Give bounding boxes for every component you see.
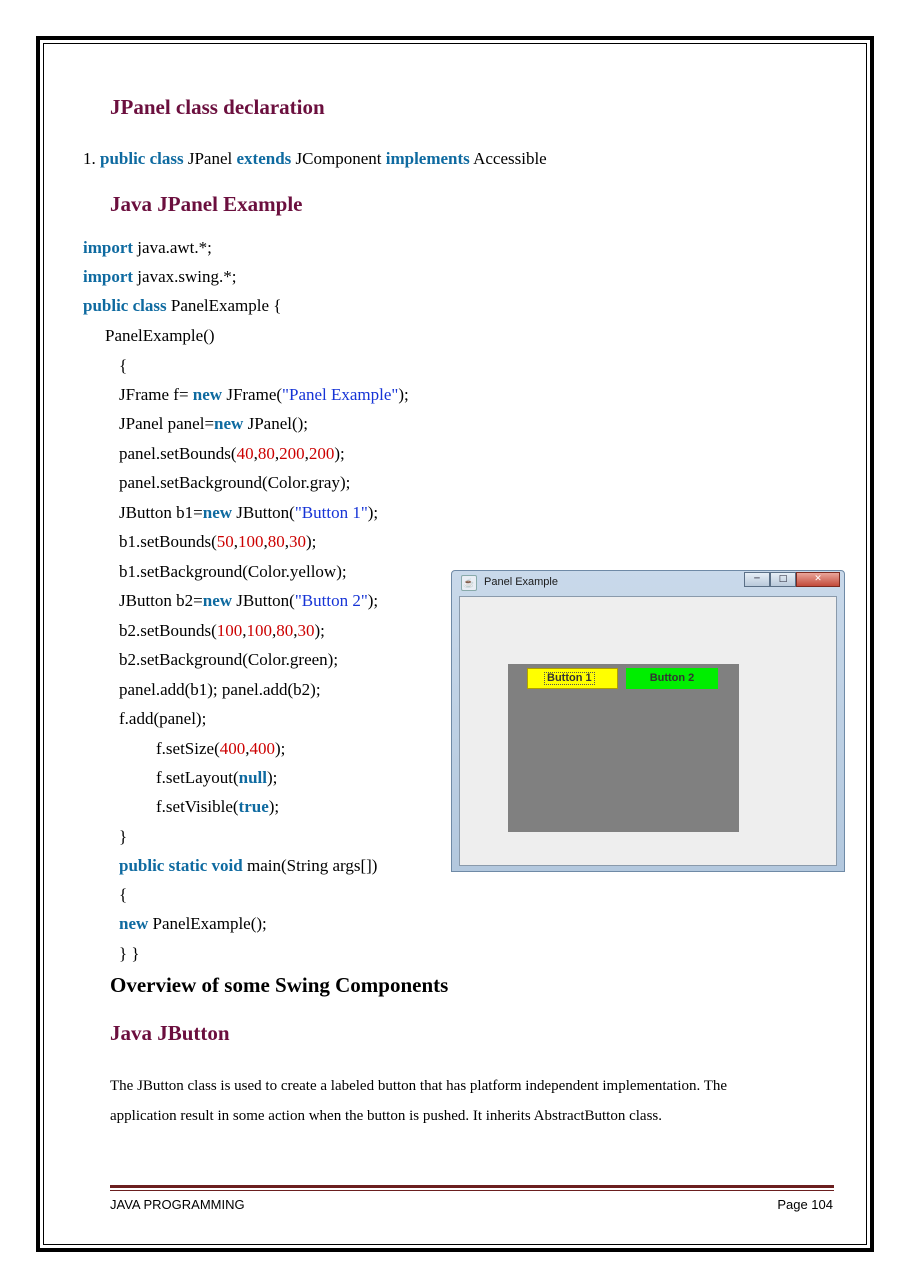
footer-title: JAVA PROGRAMMING (110, 1197, 245, 1212)
keyword: public class (100, 149, 184, 168)
paragraph-line-1: The JButton class is used to create a labeled button that has platform independent implementation. The (110, 1078, 728, 1094)
code-line: { (119, 356, 128, 375)
panel-example-window-screenshot (451, 570, 845, 872)
code-line: f.setVisible(true); (156, 797, 280, 816)
code-line: new PanelExample(); (119, 914, 267, 933)
code-line: import javax.swing.*; (83, 267, 237, 286)
code-line: panel.setBackground(Color.gray); (119, 473, 351, 492)
heading-jpanel-declaration: JPanel class declaration (110, 95, 325, 119)
declaration-line (83, 149, 547, 169)
minimize-icon: ─ (744, 572, 770, 587)
list-number: 1. (83, 149, 96, 168)
code-text: JPanel (187, 149, 233, 168)
code-line: f.add(panel); (119, 709, 207, 728)
code-line: f.setSize(400,400); (156, 739, 286, 758)
code-line: } (119, 827, 128, 846)
code-line: } } (119, 944, 140, 963)
footer-rule (110, 1185, 834, 1188)
code-line: b2.setBackground(Color.green); (119, 650, 339, 669)
code-line: b1.setBounds(50,100,80,30); (119, 532, 317, 551)
keyword: extends (236, 149, 292, 168)
code-line: public static void main(String args[]) (119, 856, 378, 875)
button-1: Button 1 (527, 668, 618, 689)
code-line: JButton b2=new JButton("Button 2"); (119, 591, 379, 610)
code-line: JFrame f= new JFrame("Panel Example"); (119, 385, 409, 404)
code-line: f.setLayout(null); (156, 768, 278, 787)
code-line: PanelExample() (105, 326, 215, 345)
gray-panel (508, 664, 739, 832)
footer-page-number: Page 104 (777, 1197, 833, 1212)
code-line: public class PanelExample { (83, 296, 282, 315)
footer-rule-thin (110, 1190, 834, 1191)
code-line: b2.setBounds(100,100,80,30); (119, 621, 325, 640)
code-line: { (119, 885, 128, 904)
paragraph-line-2: application result in some action when the button is pushed. It inherits AbstractButton class. (110, 1108, 662, 1124)
code-line: JPanel panel=new JPanel(); (119, 414, 309, 433)
keyword: implements (385, 149, 470, 168)
window-title: Panel Example (484, 576, 558, 588)
window-controls (744, 572, 840, 588)
code-line: JButton b1=new JButton("Button 1"); (119, 503, 379, 522)
heading-overview: Overview of some Swing Components (110, 973, 449, 997)
code-line: panel.add(b1); panel.add(b2); (119, 680, 321, 699)
code-line: import java.awt.*; (83, 238, 212, 257)
window-content (459, 596, 837, 866)
close-icon: ✕ (796, 572, 840, 587)
code-text: JComponent (295, 149, 382, 168)
code-line: panel.setBounds(40,80,200,200); (119, 444, 345, 463)
maximize-icon: □ (770, 572, 796, 587)
button-2: Button 2 (626, 668, 718, 689)
heading-java-jbutton: Java JButton (110, 1021, 230, 1045)
code-text: Accessible (473, 149, 547, 168)
code-line: b1.setBackground(Color.yellow); (119, 562, 347, 581)
java-icon: ☕ (461, 575, 477, 591)
heading-jpanel-example: Java JPanel Example (110, 192, 303, 216)
